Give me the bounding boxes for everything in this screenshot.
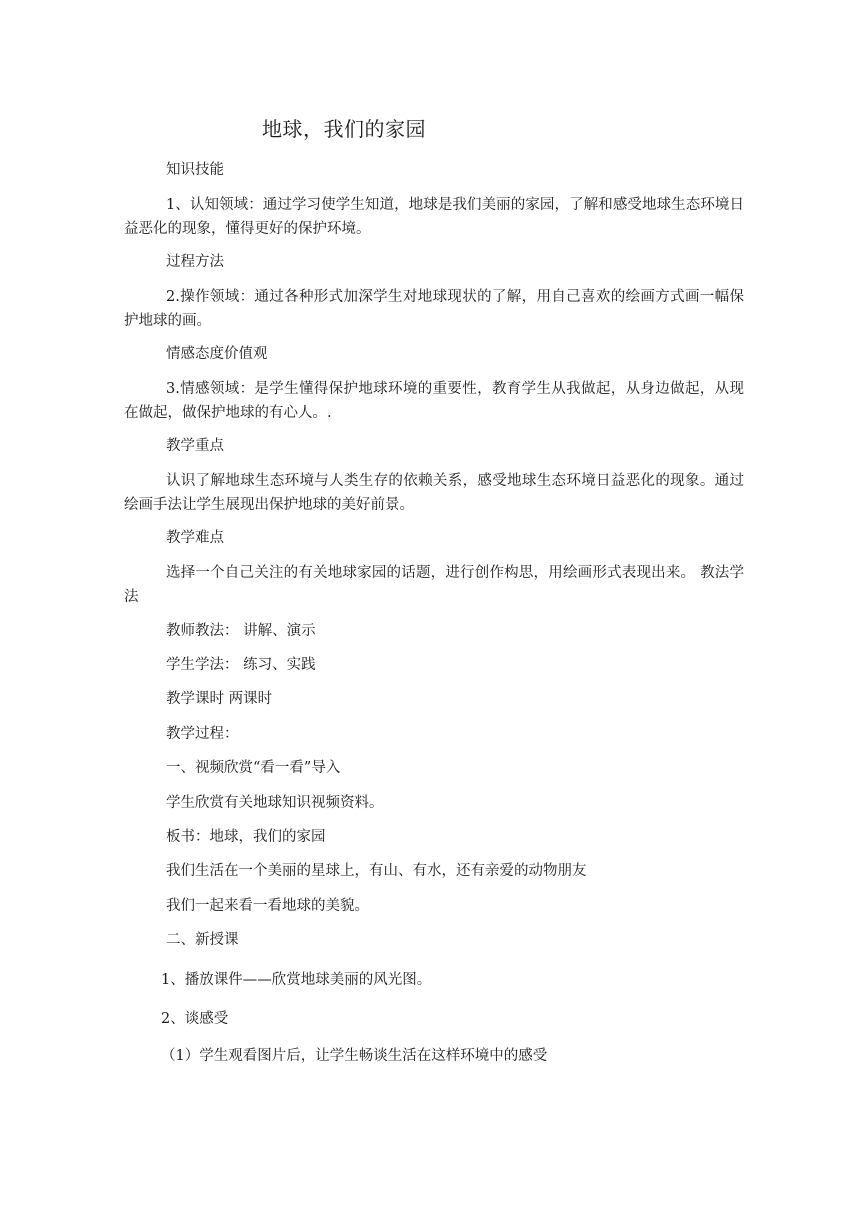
document-title: 地球，我们的家园 (262, 117, 426, 141)
step-one-heading: 一、视频欣赏“看一看”导入 (166, 760, 341, 776)
heading-difficulties: 教学难点 (166, 530, 224, 546)
paragraph-operation: 2.操作领域：通过各种形式加深学生对地球现状的了解，用自己喜欢的绘画方式画一幅保护地球的画。 (124, 289, 744, 329)
item-one-line: 1、播放课件——欣赏地球美丽的风光图。 (161, 972, 432, 988)
student-method-line: 学生学法： 练习、实践 (166, 657, 316, 673)
paragraph-cognitive: 1、认知领域：通过学习使学生知道，地球是我们美丽的家园，了解和感受地球生态环境日益恶化的现象，懂得更好的保护环境。 (124, 197, 744, 237)
blackboard-line: 板书：地球，我们的家园 (166, 829, 326, 845)
step-two-heading: 二、新授课 (166, 932, 239, 948)
item-three-line: （1）学生观看图片后，让学生畅谈生活在这样环境中的感受 (161, 1048, 548, 1064)
teaching-process-heading: 教学过程： (166, 726, 239, 742)
paragraph-emotion: 3.情感领域：是学生懂得保护地球环境的重要性，教育学生从我做起，从身边做起，从现在做起，做保护地球的有心人。. (124, 381, 744, 421)
step-one-text: 学生欣赏有关地球知识视频资料。 (166, 795, 384, 811)
teacher-method-line: 教师教法： 讲解、演示 (166, 623, 316, 639)
paragraph-key-points: 认识了解地球生态环境与人类生存的依赖关系，感受地球生态环境日益恶化的现象。通过绘画手法让学生展现出保护地球的美好前景。 (124, 473, 744, 513)
look-together-line: 我们一起来看一看地球的美貌。 (166, 898, 369, 914)
planet-life-line: 我们生活在一个美丽的星球上，有山、有水，还有亲爱的动物朋友 (166, 863, 587, 879)
heading-key-points: 教学重点 (166, 438, 224, 454)
class-hours-line: 教学课时 两课时 (166, 691, 273, 707)
heading-values: 情感态度价值观 (166, 346, 268, 362)
heading-knowledge-skills: 知识技能 (166, 162, 224, 178)
heading-process-methods: 过程方法 (166, 254, 224, 270)
paragraph-difficulties: 选择一个自己关注的有关地球家园的话题，进行创作构思，用绘画形式表现出来。 教法学法 (124, 565, 744, 605)
item-two-line: 2、谈感受 (161, 1011, 229, 1027)
